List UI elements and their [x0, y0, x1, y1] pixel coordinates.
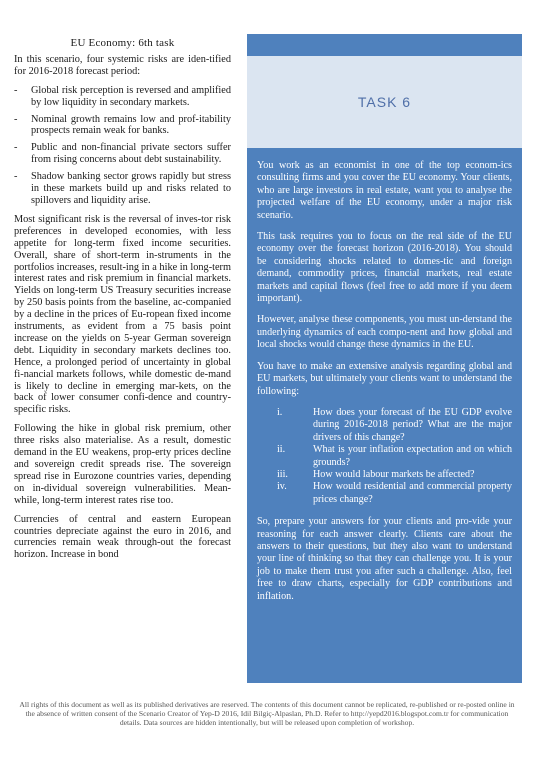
question-number: iii.: [277, 468, 288, 480]
risk-item-text: Global risk perception is reversed and amplified by low liquidity in secondary markets.: [31, 84, 231, 108]
task-paragraph: So, prepare your answers for your clients and pro-vide your reasoning for each answer clearly. Clients care about the answers to their questions, but they also want to understand your line of thinking so that they can challenge you. It is your job to make them trust you after such a challenge. Also, feel free to draw charts, especially for GDP contributions and inflation.: [257, 516, 512, 602]
risk-item: [14, 114, 231, 138]
task-body: [257, 160, 512, 612]
question-text: What is your inflation expectation and on which grounds?: [313, 444, 512, 468]
bullet-dash: -: [14, 142, 18, 154]
section-title: EU Economy: 6th task: [70, 37, 175, 49]
task-paragraph: This task requires you to focus on the real side of the EU economy over the forecast horizon (2016-2018). You should be considering shocks related to domes-tic and foreign demand, commodity prices, financial markets, real estate markets and capital flows (feel free to add more if you deem important).: [257, 231, 512, 305]
question-text: How would labour markets be affected?: [313, 468, 475, 480]
body-paragraph: Most significant risk is the reversal of inves-tor risk preferences in developed economies, with less appetite for long-term fixed income securities. Overall, share of short-term in-struments in the portfolios increases, result-ing in a hike in long-term interest rates and risk premium in financial markets. Yields on long-term US Treasury securities increase by 250 basis points from the baseline, ac-companied by a decline in the prices of Eu-ropean fixed income instruments, as evident from a 75 basis point increase on the yields on 5-year German sovereign debt. Liquidity in secondary markets declines too. Hence, a prolonged period of uncertainty in global fi-nancial markets follows, while domestic de-mand is likely to decline in emerging mar-kets, on the back of lower consumer confi-dence and country-specific risks.: [14, 213, 231, 416]
task-title-box: [247, 56, 522, 148]
question-item: [257, 469, 512, 481]
left-column: [14, 38, 231, 568]
bullet-dash: -: [14, 84, 18, 96]
risk-item-text: Public and non-financial private sectors suffer from rising concerns about debt sustainability.: [31, 142, 231, 166]
task-panel: [247, 34, 522, 683]
risk-list: [14, 85, 231, 207]
question-number: iv.: [277, 481, 287, 493]
task-paragraph: You have to make an extensive analysis regarding global and EU markets, but ultimately your clients want to understand the following:: [257, 360, 512, 397]
question-item: [257, 444, 512, 469]
task-title: TASK 6: [357, 94, 412, 110]
body-paragraph: Following the hike in global risk premium, other three risks also materialise. As a result, domestic demand in the EU weakens, prop-erty prices decline and sovereign credit spreads rise. The sovereign spread rise in Eurozone countries varies, depending on in-dividual sovereign vulnerabilities. Mean-while, long-term interest rates rise too.: [14, 423, 231, 506]
question-text: How would residential and commercial property prices change?: [313, 481, 512, 505]
risk-item-text: Nominal growth remains low and prof-itability prospects remain weak for banks.: [31, 113, 231, 137]
intro-paragraph: In this scenario, four systemic risks are iden-tified for 2016-2018 forecast period:: [14, 53, 231, 77]
risk-item-text: Shadow banking sector grows rapidly but stress in these markets build up and risks related to spillovers and liquidity arise.: [31, 171, 231, 206]
question-item: [257, 481, 512, 506]
task-paragraph: However, analyse these components, you must un-derstand the underlying dynamics of each compo-nent and how global and local shocks would change these dynamics in the EU.: [257, 314, 512, 351]
task-paragraph: You work as an economist in one of the top econom-ics consulting firms and you cover the EU economy. Your clients, who are large investors in real estate, want you to analyse the projected welfare of the EU economy, under a major risk scenario.: [257, 160, 512, 221]
question-text: How does your forecast of the EU GDP evolve during 2016-2018 period? What are the major drivers of this change?: [313, 406, 512, 443]
bullet-dash: -: [14, 113, 18, 125]
footer-notice: All rights of this document as well as its published derivatives are reserved. The contents of this document cannot be replicated, re-published or re-posted online in the absence of written consent of the Scenario Creator of Yep-D 2016, Idil Bilgiç-Alpaslan, Ph.D. Refer to http://yepd2016.blogspot.com.tr for communication details. Data sources are hidden intentionally, but will be released upon completion of workshop.: [19, 700, 515, 727]
question-item: [257, 407, 512, 444]
question-list: [257, 407, 512, 506]
risk-item: [14, 142, 231, 166]
bullet-dash: -: [14, 171, 18, 183]
question-number: ii.: [277, 444, 286, 456]
body-paragraph: Currencies of central and eastern European countries depreciate against the euro in 2016, and currencies remain weak through-out the forecast horizon. Increase in bond: [14, 513, 231, 561]
risk-item: [14, 171, 231, 207]
risk-item: [14, 85, 231, 109]
question-number: i.: [277, 406, 283, 418]
